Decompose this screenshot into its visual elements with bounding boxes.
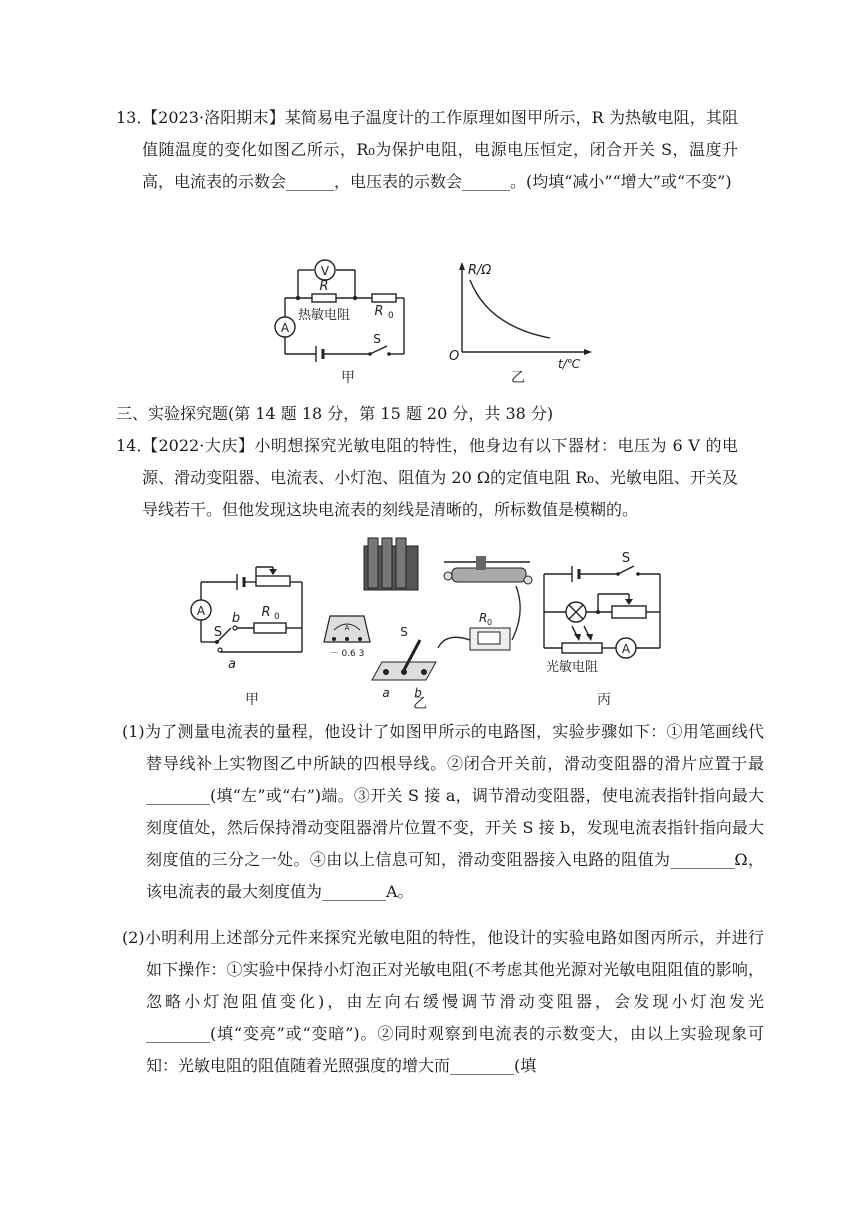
axis-y-label: R/Ω [468,263,492,278]
label-b: b [231,611,241,626]
axis-x-label: t/℃ [558,357,581,371]
meter-a-label: A [621,642,631,656]
question-14-part-1: (1)为了测量电流表的量程，他设计了如图甲所示的电路图，实验步骤如下：①用笔画线代替导线补上实物图乙中所缺的四根导线。②闭合开关前，滑动变阻器的滑片应置于最________(填“左”或“右”)端。③开关 S 接 a，调节滑动变阻器，使电流表指针指向最大刻度值处，然后保持滑动变阻器滑片位置不变，开关 S 接 b，发现电流表指针指向最大刻度值的三分之一处。④由以上信息可知，滑动变阻器接入电路的阻值为________Ω，该电流表的最大刻度值为________A。 [122,722,764,901]
question-text: 【2022·大庆】小明想探究光敏电阻的特性，他身边有以下器材：电压为 6 V 的电源、滑动变阻器、电流表、小灯泡、阻值为 20 Ω的定值电阻 R₀、光敏电阻、开关及导线若干。但他发现这块电流表的刻线是清晰的，所标数值是模糊的。 [142,436,738,519]
label-switch: S [400,625,408,639]
figure-14-yi [316,532,538,712]
origin-label: O [449,349,460,364]
question-number: 13． [116,108,153,127]
meter-a-label: A [280,321,290,335]
caption-yi: 乙 [413,696,427,712]
label-a: a [382,686,390,700]
label-thermistor: 热敏电阻 [297,308,351,323]
label-photoresistor: 光敏电阻 [545,660,599,675]
label-switch: S [373,332,381,346]
rheostat-icon [444,556,532,584]
label-b: b [414,686,422,700]
question-text: 【2023·洛阳期末】某简易电子温度计的工作原理如图甲所示，R 为热敏电阻，其阻值随温度的变化如图乙所示，R₀为保护电阻，电源电压恒定，闭合开关 S，温度升高，电流表的示数会______，电压表的示数会______。(均填“减小”“增大”或“不变”) [142,108,738,191]
label-r0: R [479,611,488,625]
lamp-icon [566,602,586,622]
label-r0: R [374,304,384,319]
caption-bing: 丙 [597,692,611,708]
label-r0-sub: 0 [487,618,493,627]
question-13 [116,102,738,198]
label-switch: S [213,625,223,640]
ammeter-device-label: A [344,624,350,632]
meter-v-label: V [320,264,330,278]
figure-13-yi [440,256,600,388]
ammeter-device-icon [324,616,370,659]
switch-icon [372,640,436,680]
label-r0-sub: 0 [274,612,280,622]
section-heading: 三、实验探究题(第 14 题 18 分，第 15 题 20 分，共 38 分) [116,404,554,423]
ammeter-terminals: － 0.6 3 [329,649,365,659]
figure-13-jia [268,254,418,389]
figure-14-jia [180,562,320,712]
question-14-part-2: (2)小明利用上述部分元件来探究光敏电阻的特性，他设计的实验电路如图丙所示，并进行如下操作：①实验中保持小灯泡正对光敏电阻(不考虑其他光源对光敏电阻阻值的影响，忽略小灯泡阻值变化)，由左向右缓慢调节滑动变阻器，会发现小灯泡发光________(填“变亮”或“变暗”)。②同时观察到电流表的示数变大，由以上实验现象可知：光敏电阻的阻值随着光照强度的增大而________(填 [122,928,764,1075]
label-r0: R [261,605,271,620]
label-a: a [228,657,236,672]
meter-a-label: A [196,604,206,618]
label-r0-sub: 0 [388,311,394,321]
question-14 [116,430,738,526]
battery-pack-icon [364,538,418,590]
label-switch: S [621,551,631,566]
question-number: 14． [116,436,153,455]
figure-14-bing [532,544,692,710]
caption-yi: 乙 [511,370,525,386]
label-r: R [319,279,329,294]
caption-jia: 甲 [341,370,355,386]
caption-jia: 甲 [245,692,259,708]
